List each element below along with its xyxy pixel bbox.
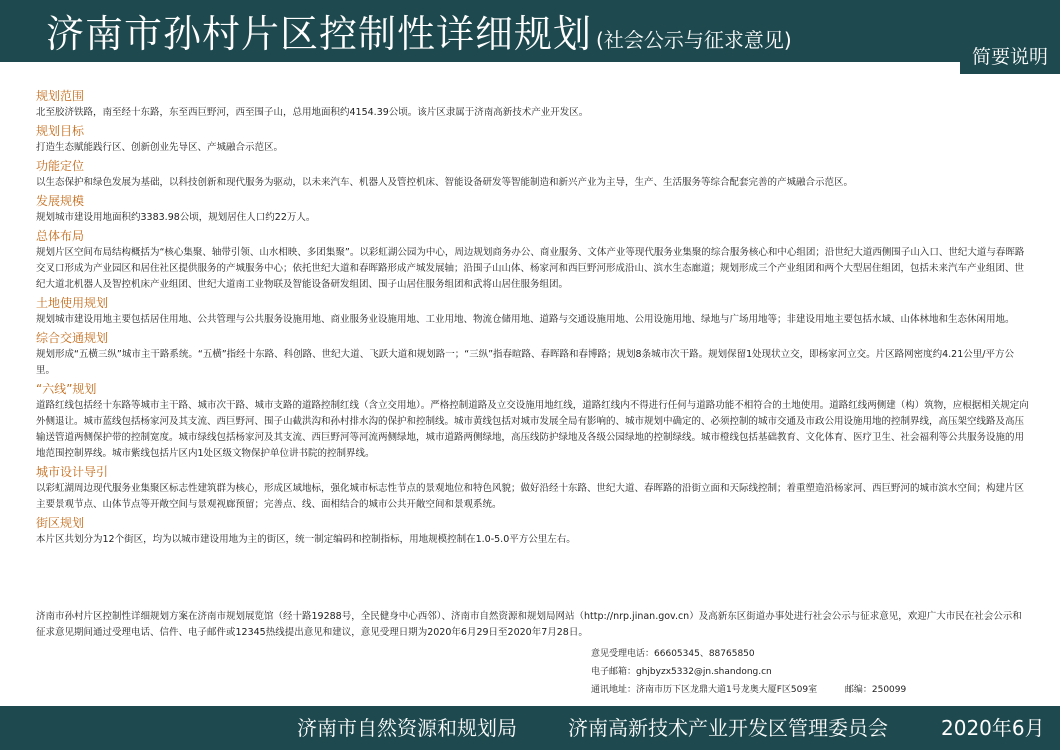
address-label: 通讯地址： <box>591 685 637 695</box>
section-text: 规划城市建设用地主要包括居住用地、公共管理与公共服务设施用地、商业服务业设施用地、工业用地、物流仓储用地、道路与交通设施用地、公用设施用地、绿地与广场用地等；非建设用地主要包括水域、山体林地和生态休闲用地。 <box>36 314 1015 325</box>
section-text: 道路红线包括经十东路等城市主干路、城市次干路、城市支路的道路控制红线（含立交用地）。严格控制道路及立交设施用地红线，道路红线内不得进行任何与道路功能不相符合的土地使用。道路红线两侧建（构）筑物，应根据相关规定向外侧退让。城市蓝线包括杨家河及其支流、西巨野河、围子山截洪沟和孙村排水沟的保护和控制线。城市黄线包括对城市发展全局有影响的、城市规划中确定的、必须控制的城市交通及市政公用设施用地的控制界线，高压架空线路及高压输送管道两侧保护带的控制宽度。城市绿线包括杨家河及其支流、西巨野河等河流两侧绿地，城市道路两侧绿地，高压线防护绿地及各级公园绿地的控制绿线。城市橙线包括基础教育、文化体育、医疗卫生、社会福利等公共服务设施的用地范围控制界线。城市紫线包括片区内1处区级文物保护单位讲书院的控制界线。 <box>36 400 1029 459</box>
title-subtitle: (社会公示与征求意见) <box>596 28 792 52</box>
section-text: 以生态保护和绿色发展为基础，以科技创新和现代服务为驱动，以未来汽车、机器人及管控机床、智能设备研发等智能制造和新兴产业为主导，生产、生活服务等综合配套完善的产城融合示范区。 <box>36 177 854 188</box>
section-text: 规划片区空间布局结构概括为“核心集聚、轴带引领、山水相映、多团集聚”。以彩虹湖公园为中心，周边规划商务办公、商业服务、文体产业等现代服务业集聚的综合服务核心和中心组团；沿世纪大道西侧围子山入口、世纪大道与春晖路交叉口形成为产业园区和居住社区提供服务的产城服务中心；依托世纪大道和春晖路形成产城发展轴；沿围子山山体、杨家河和西巨野河形成沿山、滨水生态廊道；规划形成三个产业组团和两个大型居住组团，包括未来汽车产业组团、世纪大道北机器人及智控机床产业组团、世纪大道南工业物联及智能设备研发组团、围子山居住服务组团和武将山居住服务组团。 <box>36 247 1025 290</box>
section <box>36 514 1031 548</box>
contact-phone-row <box>591 645 906 663</box>
footer-date: 2020年6月 <box>941 716 1045 740</box>
section-text: 以彩虹湖周边现代服务业集聚区标志性建筑群为核心，形成区域地标，强化城市标志性节点的景观地位和特色风貌；做好沿经十东路、世纪大道、春晖路的沿街立面和天际线控制；着重塑造沿杨家河、西巨野河的城市滨水空间；构建片区主要景观节点、山体节点等开敞空间与景观视廊预留；完善点、线、面相结合的城市公共开敞空间和景观系统。 <box>36 483 1025 510</box>
header <box>0 0 1060 72</box>
email-value: ghjbyzx5332@jn.shandong.cn <box>636 667 772 677</box>
section <box>36 227 1031 293</box>
summary-tab: 简要说明 <box>960 40 1060 74</box>
section-heading: “六线”规划 <box>36 382 97 396</box>
contact-address-row <box>591 681 906 699</box>
footer-org-planning: 济南市自然资源和规划局 <box>297 716 517 740</box>
section-heading: 规划范围 <box>36 89 85 103</box>
title-banner <box>0 0 1060 62</box>
section-heading: 街区规划 <box>36 516 85 530</box>
section-text: 打造生态赋能践行区、创新创业先导区、产城融合示范区。 <box>36 142 284 153</box>
section-heading: 土地使用规划 <box>36 296 109 310</box>
section-text: 本片区共划分为12个街区，均为以城市建设用地为主的街区，统一制定编码和控制指标，用地规模控制在1.0-5.0平方公里左右。 <box>36 534 576 545</box>
section <box>36 87 1031 121</box>
page-title <box>46 12 792 62</box>
contact-info <box>591 645 906 699</box>
section-heading: 规划目标 <box>36 124 85 138</box>
contact-email-row <box>591 663 906 681</box>
section <box>36 122 1031 156</box>
phone-label: 意见受理电话： <box>591 649 655 659</box>
section-heading: 城市设计导引 <box>36 465 109 479</box>
section <box>36 463 1031 513</box>
section <box>36 294 1031 328</box>
section-heading: 总体布局 <box>36 229 85 243</box>
section-heading: 综合交通规划 <box>36 331 109 345</box>
section-text: 北至胶济铁路，南至经十东路，东至西巨野河，西至围子山，总用地面积约4154.39公顷。该片区隶属于济南高新技术产业开发区。 <box>36 107 589 118</box>
content-body <box>36 86 1031 548</box>
title-text: 济南市孙村片区控制性详细规划 <box>46 12 593 56</box>
section <box>36 157 1031 191</box>
section-heading: 发展规模 <box>36 194 85 208</box>
section-text: 规划形成“五横三纵”城市主干路系统。“五横”指经十东路、科创路、世纪大道、飞跃大道和规划路一；“三纵”指春暄路、春晖路和春博路；规划8条城市次干路。规划保留1处现状立交，即杨家河立交。片区路网密度约4.21公里/平方公里。 <box>36 349 1014 376</box>
zip-label: 邮编： <box>844 685 872 695</box>
phone-value: 66605345、88765850 <box>654 649 755 659</box>
section <box>36 329 1031 379</box>
zip-value: 250099 <box>871 685 907 695</box>
public-notice: 济南市孙村片区控制性详细规划方案在济南市规划展览馆（经十路19288号，全民健身中心西邻）、济南市自然资源和规划局网站（http://nrp.jinan.gov.cn）及高新东区街道办事处进行社会公示与征求意见，欢迎广大市民在社会公示和征求意见期间通过受理电话、信件、电子邮件或12345热线提出意见和建议，意见受理日期为2020年6月29日至2020年7月28日。 <box>36 611 1022 638</box>
email-label: 电子邮箱： <box>591 667 637 677</box>
footer-org-hightech: 济南高新技术产业开发区管理委员会 <box>568 716 888 740</box>
section-text: 规划城市建设用地面积约3383.98公顷，规划居住人口约22万人。 <box>36 212 316 223</box>
footer-bar <box>0 706 1060 750</box>
section <box>36 380 1031 462</box>
section-heading: 功能定位 <box>36 159 85 173</box>
section <box>36 192 1031 226</box>
address-value: 济南市历下区龙鼎大道1号龙奥大厦F区509室 <box>636 685 818 695</box>
